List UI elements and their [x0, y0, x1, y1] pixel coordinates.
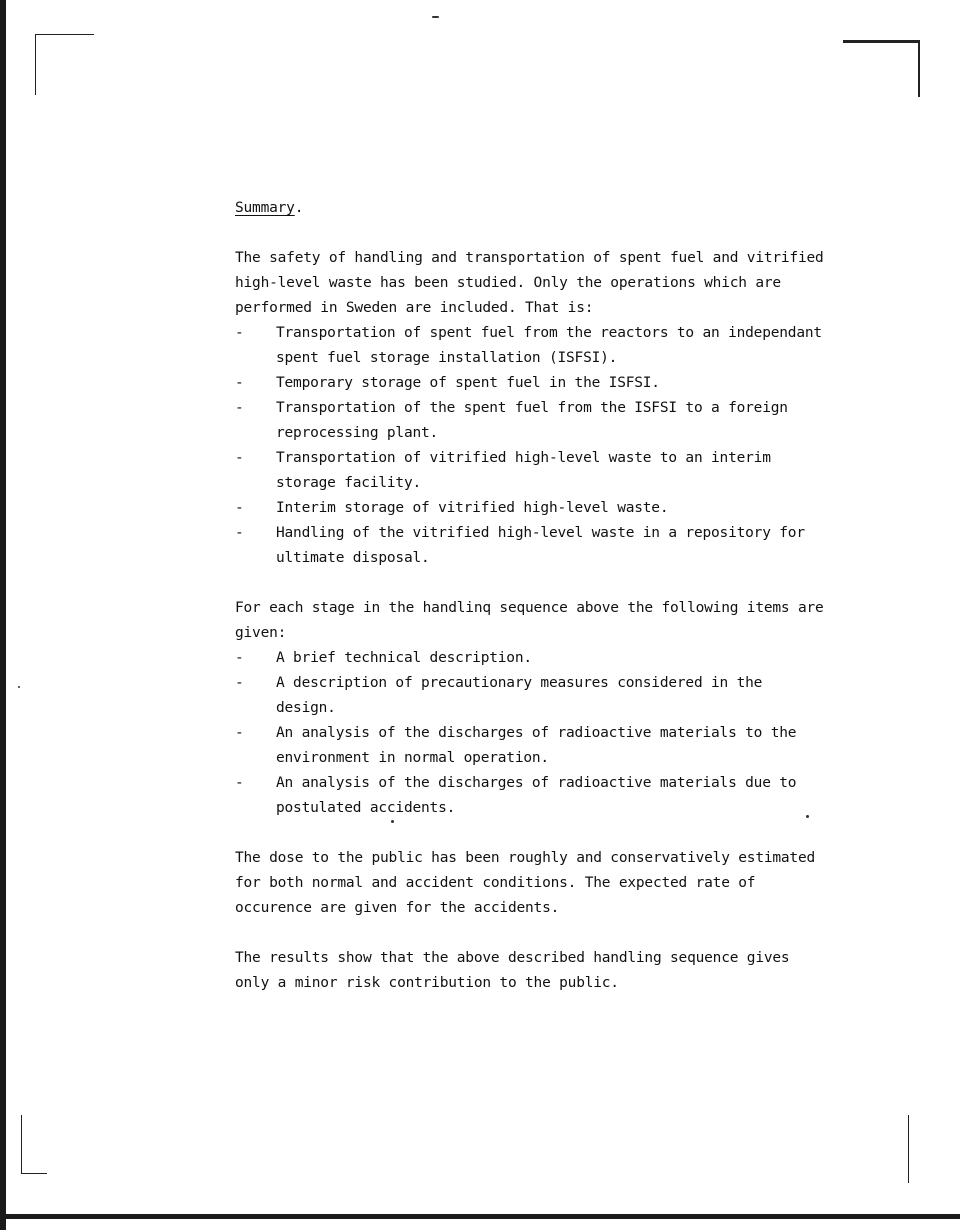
list-item-text: An analysis of the discharges of radioactive materials to the environment in normal operation. [276, 725, 797, 766]
dash-bullet: - [235, 525, 244, 541]
list-item [235, 771, 825, 821]
list-item [235, 671, 825, 721]
list-item [235, 646, 825, 671]
list-item-text: Interim storage of vitrified high-level waste. [276, 500, 669, 516]
dash-bullet: - [235, 775, 244, 791]
scan-speck [18, 686, 20, 688]
crop-mark-bottom-right [880, 1115, 909, 1183]
list-item-text: Handling of the vitrified high-level waste in a repository for ultimate disposal. [276, 525, 805, 566]
stage-items-list [235, 646, 825, 821]
crop-mark-bottom-left [21, 1115, 47, 1174]
list-item [235, 371, 825, 396]
operations-list [235, 321, 825, 571]
scan-speck [432, 16, 439, 18]
crop-mark-top-left [35, 34, 94, 95]
dash-bullet: - [235, 725, 244, 741]
results-paragraph: The results show that the above described handling sequence gives only a minor risk contribution to the public. [235, 950, 790, 991]
list-item-text: A brief technical description. [276, 650, 532, 666]
list-item-text: An analysis of the discharges of radioactive materials due to postulated accidents. [276, 775, 797, 816]
scan-edge-left [0, 0, 6, 1230]
dash-bullet: - [235, 675, 244, 691]
dash-bullet: - [235, 325, 244, 341]
summary-heading [235, 196, 825, 221]
dash-bullet: - [235, 400, 244, 416]
dash-bullet: - [235, 500, 244, 516]
crop-mark-top-right [843, 40, 920, 97]
list-item [235, 321, 825, 371]
list-item-text: Temporary storage of spent fuel in the ISFSI. [276, 375, 660, 391]
intro-paragraph: The safety of handling and transportation of spent fuel and vitrified high-level waste has been studied. Only the operations which are performed in Sweden are included. That is: [235, 250, 824, 316]
dash-bullet: - [235, 375, 244, 391]
stage-intro-paragraph: For each stage in the handlinq sequence above the following items are given: [235, 600, 824, 641]
list-item [235, 721, 825, 771]
list-item-text: Transportation of vitrified high-level waste to an interim storage facility. [276, 450, 771, 491]
summary-heading-punct: . [294, 200, 304, 216]
dash-bullet: - [235, 450, 244, 466]
list-item-text: Transportation of spent fuel from the reactors to an independant spent fuel storage installation (ISFSI). [276, 325, 822, 366]
list-item [235, 496, 825, 521]
list-item-text: A description of precautionary measures considered in the design. [276, 675, 763, 716]
summary-page [235, 196, 825, 996]
list-item [235, 446, 825, 496]
scan-edge-bottom [0, 1214, 960, 1219]
list-item-text: Transportation of the spent fuel from the ISFSI to a foreign reprocessing plant. [276, 400, 788, 441]
dash-bullet: - [235, 650, 244, 666]
list-item [235, 521, 825, 571]
list-item [235, 396, 825, 446]
dose-paragraph: The dose to the public has been roughly and conservatively estimated for both normal and accident conditions. The expected rate of occurence are given for the accidents. [235, 850, 816, 916]
summary-heading-title: Summary [235, 200, 295, 216]
